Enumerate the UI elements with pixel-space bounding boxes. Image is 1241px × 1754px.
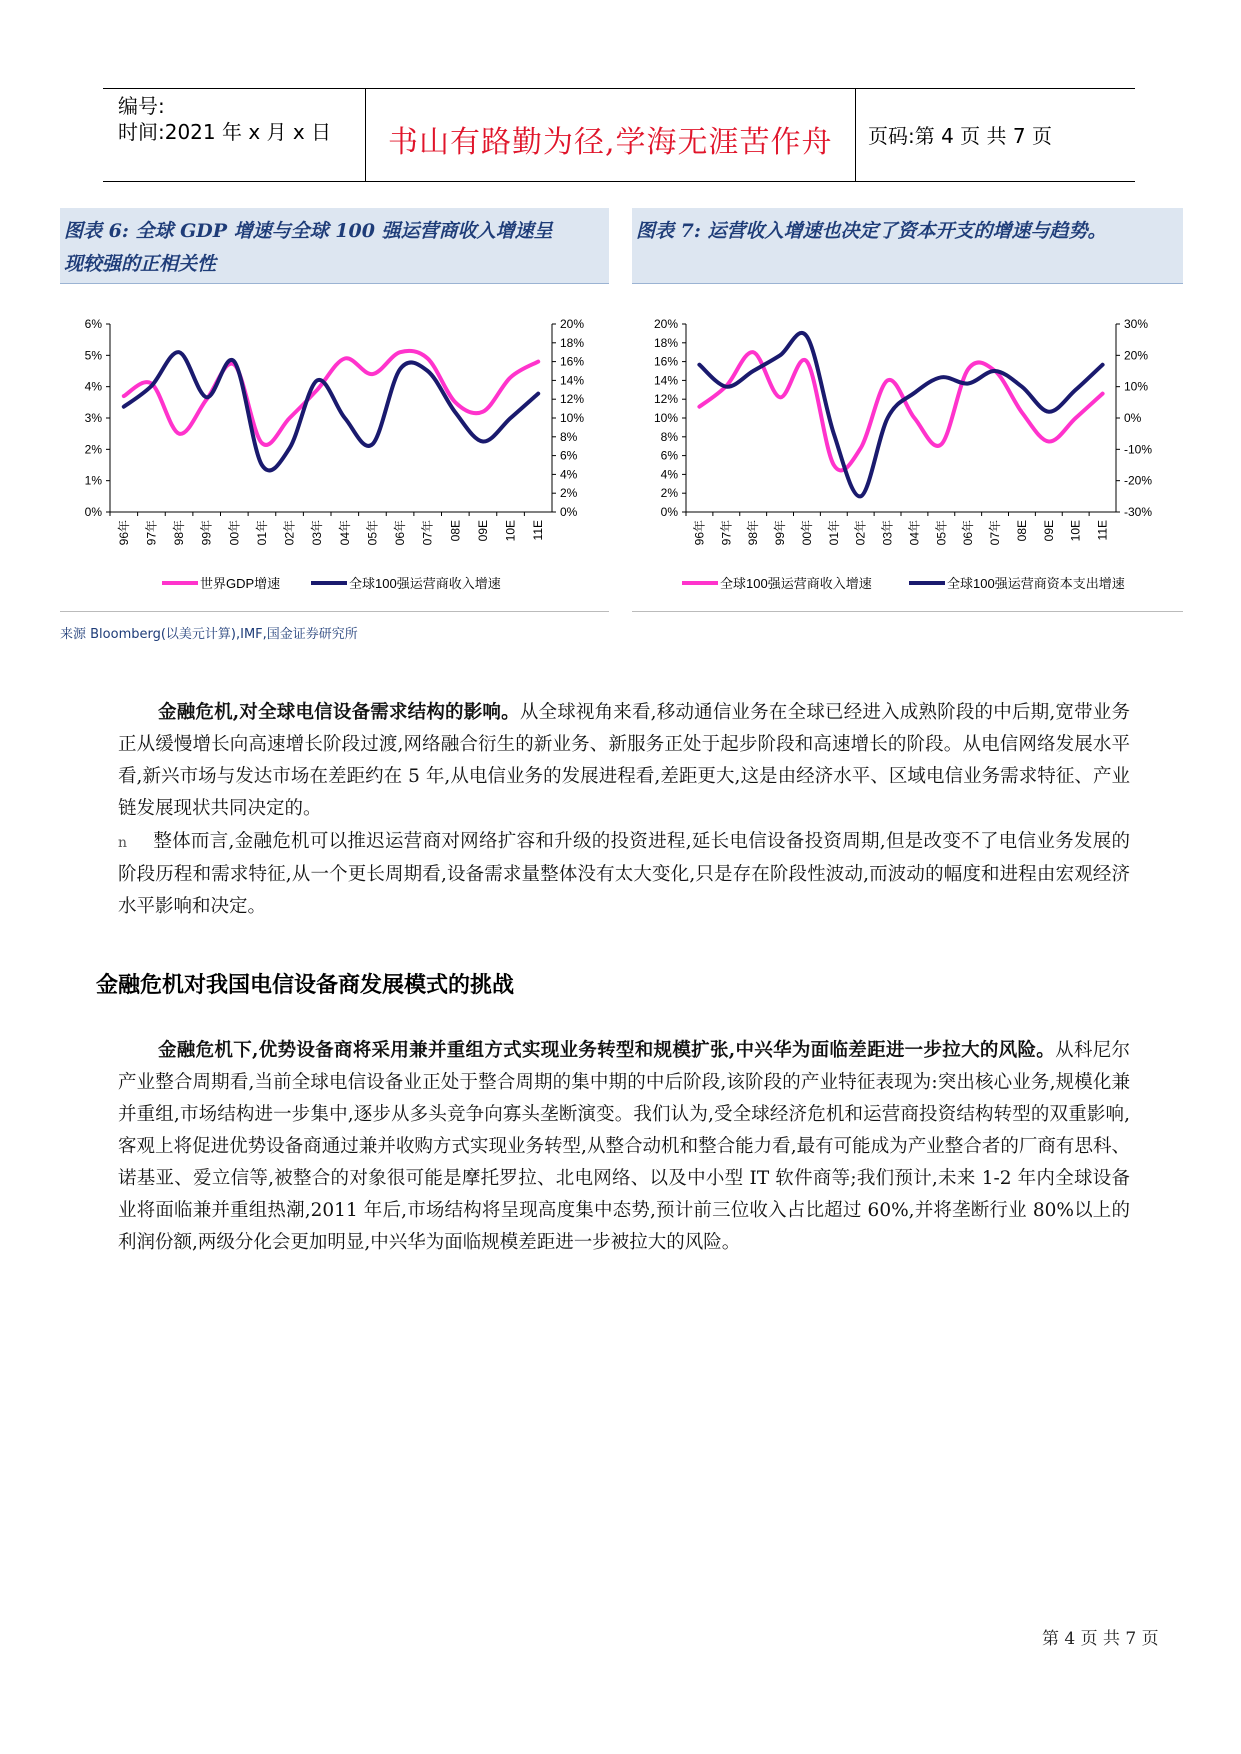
fig7-x-tick-label: 07年 <box>988 520 1003 546</box>
fig7-right-tick-label: -20% <box>1124 473 1153 488</box>
fig7-x-tick-label: 05年 <box>934 520 949 546</box>
fig7-left-tick-label: 10% <box>653 411 678 425</box>
figure7-caption <box>632 208 1183 284</box>
fig6-right-tick-label: 20% <box>560 317 585 331</box>
fig6-x-tick-label: 05年 <box>365 520 380 546</box>
fig7-left-tick-label: 18% <box>653 335 678 350</box>
fig6-left-tick-label: 6% <box>84 317 102 331</box>
figure7-caption-line1: 图表 7: 运营收入增速也决定了资本开支的增速与趋势。 <box>636 220 1107 242</box>
fig7-x-tick-label: 11E <box>1095 520 1110 541</box>
fig6-x-tick-label: 98年 <box>172 520 187 546</box>
fig7-x-tick-label: 03年 <box>880 520 895 546</box>
fig6-left-tick-label: 3% <box>84 411 102 425</box>
paragraph-1-lead: 金融危机,对全球电信设备需求结构的影响。 <box>158 702 520 723</box>
fig6-x-tick-label: 02年 <box>282 520 297 546</box>
fig7-x-tick-label: 98年 <box>746 520 761 546</box>
fig7-left-tick-label: 16% <box>653 354 678 369</box>
fig6-left-tick-label: 0% <box>84 505 102 519</box>
fig7-x-tick-label: 00年 <box>799 520 814 546</box>
fig6-right-tick-label: 18% <box>560 335 585 350</box>
paragraph-2-text: 整体而言,金融危机可以推迟运营商对网络扩容和升级的投资进程,延长电信设备投资周期,但是改变不了电信业务发展的阶段历程和需求特征,从一个更长周期看,设备需求量整体没有太大变化,只是存在阶段性波动,而波动的幅度和进程由宏观经济水平影响和决定。 <box>118 831 1130 917</box>
fig7-x-tick-label: 06年 <box>961 520 976 546</box>
fig6-right-tick-label: 6% <box>560 448 578 463</box>
time-label: 时间:2021 年 x 月 x 日 <box>118 120 332 144</box>
fig7-series-1-line <box>699 352 1102 470</box>
fig7-x-tick-label: 96年 <box>692 520 707 546</box>
fig7-right-tick-label: -30% <box>1124 505 1153 519</box>
fig7-left-tick-label: 8% <box>660 429 678 444</box>
fig6-right-tick-label: 10% <box>560 411 585 425</box>
fig6-x-tick-label: 00年 <box>227 520 242 546</box>
fig7-left-tick-label: 0% <box>660 505 678 519</box>
fig7-left-tick-label: 6% <box>660 448 678 463</box>
figure6-caption-line1: 图表 6: 全球 GDP 增速与全球 100 强运营商收入增速呈 <box>64 220 553 242</box>
fig7-legend-label-2: 全球100强运营商资本支出增速 <box>947 576 1125 591</box>
fig6-right-tick-label: 4% <box>560 467 578 482</box>
paragraph-3-text: 从科尼尔产业整合周期看,当前全球电信设备业正处于整合周期的集中期的中后阶段,该阶段的产业特征表现为:突出核心业务,规模化兼并重组,市场结构进一步集中,逐步从多头竞争向寡头垄断演变。我们认为,受全球经济危机和运营商投资结构转型的双重影响,客观上将促进优势设备商通过兼并收购方式实现业务转型,从整合动机和整合能力看,最有可能成为产业整合者的厂商有思科、诺基亚、爱立信等,被整合的对象很可能是摩托罗拉、北电网络、以及中小型 IT 软件商等;我们预计,未来 1-2 年内全球设备业将面临兼并重组热潮,2011 年后,市场结构将呈现高度集中态势,预计前三位收入占比超过 60%,并将垄断行业 80%以上的利润份额,两级分化会更加明显,中兴华为面临规模差距进一步被拉大的风险。 <box>118 1040 1130 1253</box>
fig6-series-1-line <box>124 351 538 445</box>
section-title: 金融危机对我国电信设备商发展模式的挑战 <box>96 972 515 998</box>
fig7-left-tick-label: 14% <box>653 373 678 388</box>
header-top-rule <box>103 88 1135 89</box>
fig7-left-tick-label: 20% <box>653 317 678 331</box>
figure6-chart <box>60 284 609 610</box>
fig7-right-tick-label: 20% <box>1124 348 1149 363</box>
fig6-right-tick-label: 14% <box>560 373 585 388</box>
fig7-x-tick-label: 10E <box>1068 520 1083 542</box>
header-motto: 书山有路勤为径,学海无涯苦作舟 <box>388 125 833 160</box>
fig7-right-tick-label: -10% <box>1124 442 1153 457</box>
figure6-caption <box>60 208 609 284</box>
paragraph-1 <box>118 697 1130 825</box>
fig7-x-tick-label: 09E <box>1041 520 1056 542</box>
fig6-x-tick-label: 09E <box>475 520 490 542</box>
page-label: 页码:第 4 页 共 7 页 <box>868 124 1052 148</box>
fig6-legend-label-2: 全球100强运营商收入增速 <box>349 576 501 591</box>
fig7-legend-label-1: 全球100强运营商收入增速 <box>720 576 872 591</box>
fig7-x-tick-label: 97年 <box>719 520 734 546</box>
fig7-x-tick-label: 08E <box>1014 520 1029 542</box>
fig6-legend-label-1: 世界GDP增速 <box>200 576 281 591</box>
fig6-x-tick-label: 07年 <box>420 520 435 546</box>
paragraph-3 <box>118 1035 1130 1259</box>
paragraph-1-text: 从全球视角来看,移动通信业务在全球已经进入成熟阶段的中后期,宽带业务正从缓慢增长向高速增长阶段过渡,网络融合衍生的新业务、新服务正处于起步阶段和高速增长的阶段。从电信网络发展水平看,新兴市场与发达市场在差距约在 5 年,从电信业务的发展进程看,差距更大,这是由经济水平、区域电信业务需求特征、产业链发展现状共同决定的。 <box>118 702 1130 819</box>
fig6-x-tick-label: 08E <box>448 520 463 542</box>
fig7-right-tick-label: 30% <box>1124 317 1149 331</box>
header-bottom-rule <box>103 181 1135 182</box>
fig7-x-tick-label: 99年 <box>773 520 788 546</box>
fig6-x-tick-label: 97年 <box>144 520 159 546</box>
fig6-right-tick-label: 16% <box>560 354 585 369</box>
paragraph-2 <box>118 826 1130 923</box>
page-footer: 第 4 页 共 7 页 <box>1042 1629 1159 1649</box>
fig7-left-tick-label: 4% <box>660 467 678 482</box>
fig7-left-tick-label: 12% <box>653 392 678 407</box>
fig7-x-tick-label: 01年 <box>826 520 841 546</box>
fig6-right-tick-label: 0% <box>560 505 578 519</box>
fig7-right-tick-label: 10% <box>1124 379 1149 394</box>
header-divider-left <box>365 88 366 181</box>
bullet-marker: n <box>118 835 128 851</box>
fig6-x-tick-label: 96年 <box>116 520 131 546</box>
fig6-x-tick-label: 10E <box>503 520 518 542</box>
fig6-x-tick-label: 06年 <box>393 520 408 546</box>
header-divider-right <box>855 88 856 181</box>
fig6-right-tick-label: 8% <box>560 429 578 444</box>
fig7-x-tick-label: 04年 <box>907 520 922 546</box>
fig6-right-tick-label: 2% <box>560 486 578 501</box>
fig6-x-tick-label: 03年 <box>310 520 325 546</box>
fig7-right-tick-label: 0% <box>1124 411 1142 425</box>
fig6-left-tick-label: 4% <box>84 379 102 394</box>
fig6-x-tick-label: 01年 <box>254 520 269 546</box>
paragraph-3-lead: 金融危机下,优势设备商将采用兼并重组方式实现业务转型和规模扩张,中兴华为面临差距进一步拉大的风险。 <box>158 1040 1056 1061</box>
fig7-x-tick-label: 02年 <box>853 520 868 546</box>
fig6-x-tick-label: 04年 <box>337 520 352 546</box>
fig6-left-tick-label: 5% <box>84 348 102 363</box>
fig6-left-tick-label: 2% <box>84 442 102 457</box>
figure7-chart <box>632 284 1183 610</box>
figure6-caption-line2: 现较强的正相关性 <box>64 253 217 275</box>
serial-label: 编号: <box>118 94 165 118</box>
fig7-left-tick-label: 2% <box>660 486 678 501</box>
fig6-right-tick-label: 12% <box>560 392 585 407</box>
fig6-x-tick-label: 99年 <box>199 520 214 546</box>
fig6-left-tick-label: 1% <box>84 473 102 488</box>
source-note: 来源 Bloomberg(以美元计算),IMF,国金证券研究所 <box>60 627 358 642</box>
fig6-x-tick-label: 11E <box>531 520 546 541</box>
